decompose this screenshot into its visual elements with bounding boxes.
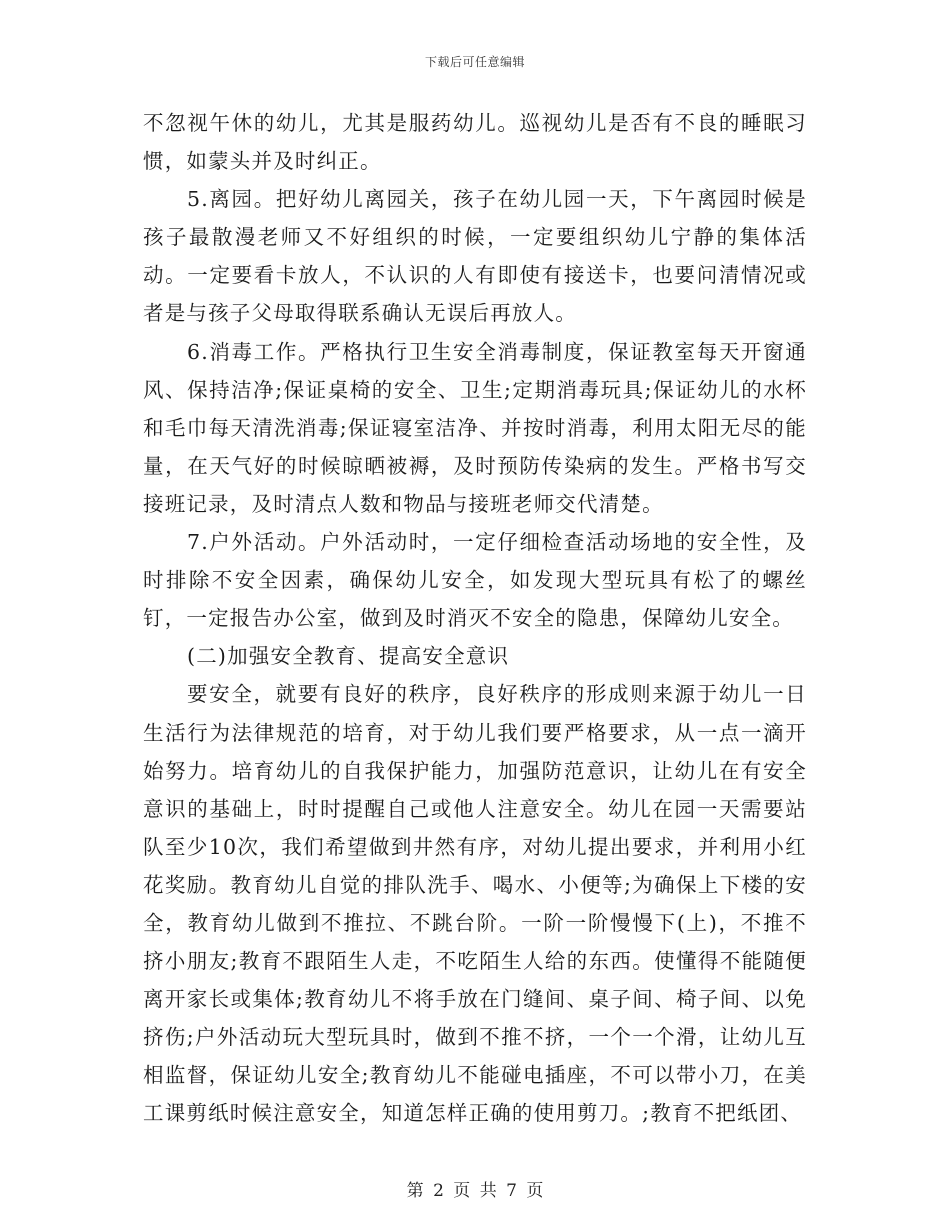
paragraph-safety-education: 要安全，就要有良好的秩序，良好秩序的形成则来源于幼儿一日生活行为法律规范的培育，对于幼儿我们要严格要求，从一点一滴开始努力。培育幼儿的自我保护能力，加强防范意识，让幼儿在有安全意识的基础上，时时提醒自己或他人注意安全。幼儿在园一天需要站队至少10次，我们希望做到井然有序，对幼儿提出要求，并利用小红花奖励。教育幼儿自觉的排队洗手、喝水、小便等;为确保上下楼的安全，教育幼儿做到不推拉、不跳台阶。一阶一阶慢慢下(上)，不推不挤小朋友;教育不跟陌生人走，不吃陌生人给的东西。使懂得不能随便离开家长或集体;教育幼儿不将手放在门缝间、桌子间、椅子间、以免挤伤;户外活动玩大型玩具时，做到不推不挤，一个一个滑，让幼儿互相监督，保证幼儿安全;教育幼儿不能碰电插座，不可以带小刀，在美工课剪纸时候注意安全，知道怎样正确的使用剪刀。;教育不把纸团、 [143, 682, 807, 1126]
paragraph-outdoor-activities: 7.户外活动。户外活动时，一定仔细检查活动场地的安全性，及时排除不安全因素，确保幼儿安全，如发现大型玩具有松了的螺丝钉，一定报告办公室，做到及时消灭不安全的隐患，保障幼儿安全。 [143, 530, 807, 631]
paragraph-leaving-kindergarten: 5.离园。把好幼儿离园关，孩子在幼儿园一天，下午离园时候是孩子最散漫老师又不好组织的时候，一定要组织幼儿宁静的集体活动。一定要看卡放人，不认识的人有即使有接送卡，也要问清情况或者是与孩子父母取得联系确认无误后再放人。 [143, 187, 807, 326]
paragraph-disinfection: 6.消毒工作。严格执行卫生安全消毒制度，保证教室每天开窗通风、保持洁净;保证桌椅的安全、卫生;定期消毒玩具;保证幼儿的水杯和毛巾每天清洗消毒;保证寝室洁净、并按时消毒，利用太阳无尽的能量，在天气好的时候晾晒被褥，及时预防传染病的发生。严格书写交接班记录，及时清点人数和物品与接班老师交代清楚。 [143, 339, 807, 516]
document-body [143, 104, 807, 1133]
section-heading-safety-education: (二)加强安全教育、提高安全意识 [187, 644, 510, 669]
page-header-note: 下载后可任意编辑 [424, 55, 525, 69]
paragraph-nap-continuation: 不忽视午休的幼儿，尤其是服药幼儿。巡视幼儿是否有不良的睡眠习惯，如蒙头并及时纠正。 [143, 111, 807, 174]
page-number-footer: 第 2 页 共 7 页 [406, 1181, 544, 1201]
